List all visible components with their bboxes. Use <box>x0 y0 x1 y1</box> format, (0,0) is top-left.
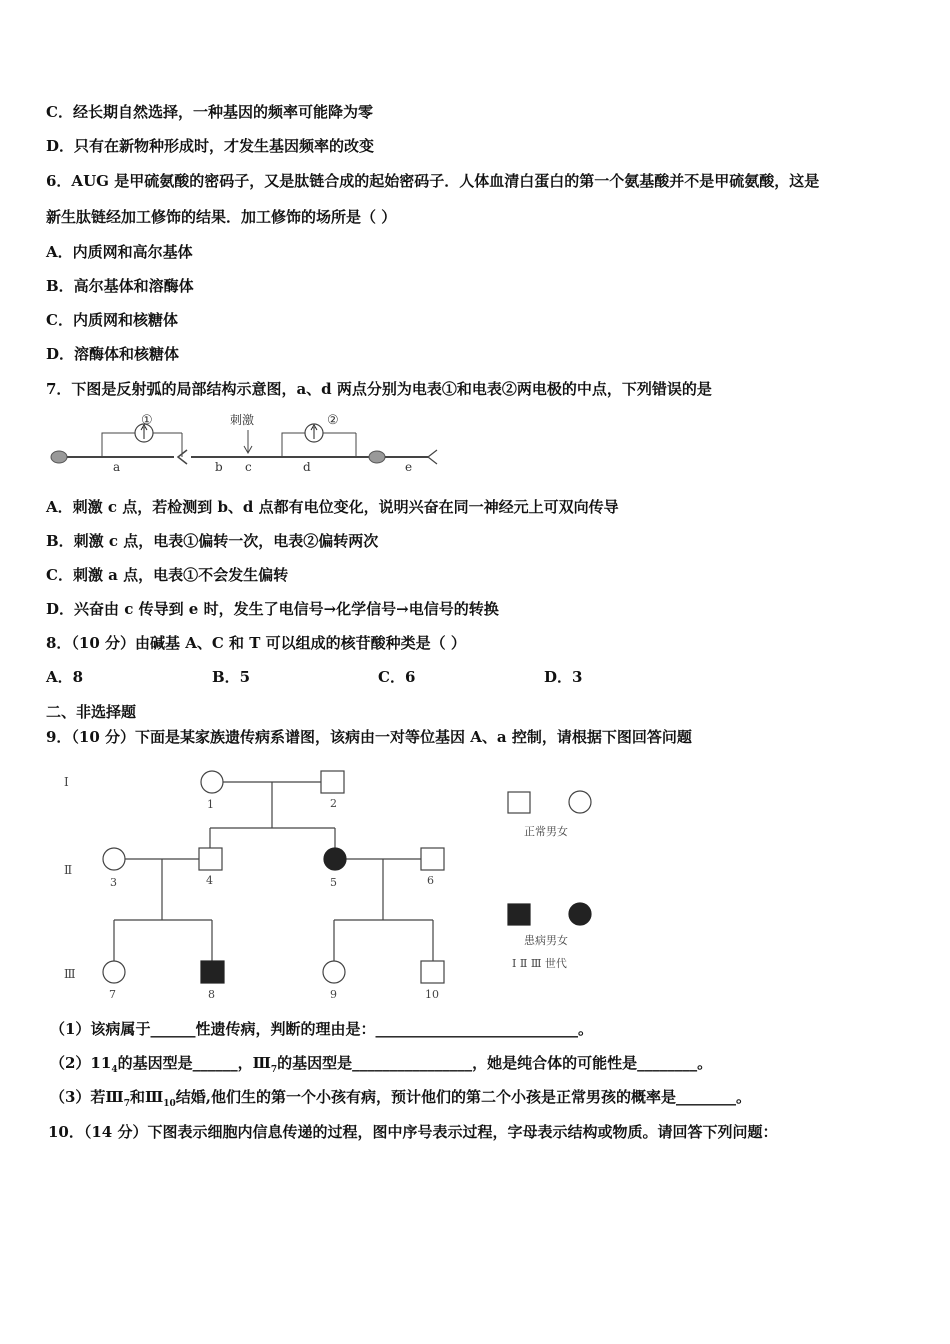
q7-option-a: A．刺激 c 点，若检测到 b、d 点都有电位变化，说明兴奋在同一神经元上可双向传导 <box>46 498 619 516</box>
individual-7-normal-female <box>103 961 125 983</box>
q8-stem: 8．（10 分）由碱基 A、C 和 T 可以组成的核苷酸种类是（ ） <box>46 634 466 652</box>
q9-sub2-subscript2: 7 <box>270 1065 278 1075</box>
pedigree-chart <box>50 760 630 1005</box>
q6-option-b: B．高尔基体和溶酶体 <box>46 277 194 295</box>
q8-option-d: D．3 <box>544 668 583 686</box>
individual-5-affected-female <box>324 848 346 870</box>
section-title: 二、非选择题 <box>46 703 137 721</box>
legend-affected-label: 患病男女 <box>524 934 568 947</box>
legend-normal-label: 正常男女 <box>524 825 568 838</box>
legend-normal-male-symbol <box>508 792 530 813</box>
neuron3-cell-body <box>369 451 385 463</box>
meter2-label: ② <box>327 413 339 428</box>
individual-2-normal-male <box>321 771 344 793</box>
individual-4-normal-male <box>199 848 222 870</box>
id-label-1: 1 <box>207 798 214 811</box>
stimulus-label: 刺激 <box>230 413 255 427</box>
legend-affected-male-symbol <box>508 904 530 925</box>
id-label-6: 6 <box>427 874 434 887</box>
point-d-label: d <box>303 460 311 474</box>
generation-2-label: Ⅱ <box>64 863 73 877</box>
q9-sub3-subscript2: 10 <box>163 1099 176 1109</box>
q5-option-d: D．只有在新物种形成时，才发生基因频率的改变 <box>46 137 375 155</box>
q9-sub3-part1: （3）若Ⅲ <box>50 1088 124 1106</box>
id-label-5: 5 <box>330 876 337 889</box>
q7-option-d: D．兴奋由 c 传导到 e 时，发生了电信号→化学信号→电信号的转换 <box>46 600 499 618</box>
generation-3-label: Ⅲ <box>64 967 76 981</box>
individual-9-normal-female <box>323 961 345 983</box>
legend-affected-female-symbol <box>569 903 591 925</box>
id-label-2: 2 <box>330 797 337 810</box>
q7-stem: 7．下图是反射弧的局部结构示意图，a、d 两点分别为电表①和电表②两电极的中点，下列错误的是 <box>46 380 712 398</box>
q9-sub2-subscript1: 4 <box>111 1065 118 1075</box>
meter1-label: ① <box>141 413 153 428</box>
legend-generations-label: Ⅰ Ⅱ Ⅲ 世代 <box>512 957 567 970</box>
q8-option-c: C．6 <box>378 668 416 686</box>
q9-sub2-part2: 的基因型是______，Ⅲ <box>117 1054 271 1072</box>
q9-sub3-part3: 结婚,他们生的第一个小孩有病，预计他们的第二个小孩是正常男孩的概率是________。 <box>175 1088 752 1106</box>
q9-sub3-part2: 和Ⅲ <box>129 1088 164 1106</box>
q6-stem-line2: 新生肽链经加工修饰的结果．加工修饰的场所是（ ） <box>46 208 397 226</box>
individual-8-affected-male <box>201 961 224 983</box>
individual-3-normal-female <box>103 848 125 870</box>
q8-option-b: B．5 <box>212 668 251 686</box>
legend-normal-female-symbol <box>569 791 591 813</box>
id-label-8: 8 <box>208 988 215 1001</box>
q8-options <box>46 667 710 687</box>
q9-stem: 9．（10 分）下面是某家族遗传病系谱图，该病由一对等位基因 A、a 控制，请根据下图回答问题 <box>46 728 692 746</box>
neuron3-terminal <box>428 450 437 464</box>
q10-stem: 10．（14 分）下图表示细胞内信息传递的过程，图中序号表示过程，字母表示结构或物质。请回答下列问题： <box>48 1123 778 1141</box>
generation-1-label: Ⅰ <box>64 775 69 789</box>
q9-sub3-subscript1: 7 <box>123 1099 130 1109</box>
q9-sub1: （1）该病属于______性遗传病，判断的理由是：___________________________。 <box>50 1020 593 1038</box>
neuron1-cell-body <box>51 451 67 463</box>
individual-10-normal-male <box>421 961 444 983</box>
id-label-3: 3 <box>110 876 117 889</box>
point-a-label: a <box>113 460 121 474</box>
individual-1-normal-female <box>201 771 223 793</box>
id-label-7: 7 <box>109 988 116 1001</box>
q9-sub3 <box>50 1087 751 1114</box>
q5-option-c: C．经长期自然选择，一种基因的频率可能降为零 <box>46 103 373 121</box>
q9-sub2-part3: 的基因型是________________，她是纯合体的可能性是________。 <box>277 1054 713 1072</box>
q9-sub2-part1: （2）11 <box>50 1054 112 1072</box>
id-label-4: 4 <box>206 874 213 887</box>
id-label-10: 10 <box>425 988 439 1001</box>
individual-6-normal-male <box>421 848 444 870</box>
point-b-label: b <box>215 460 223 474</box>
q6-option-d: D．溶酶体和核糖体 <box>46 345 180 363</box>
q9-sub2 <box>50 1053 712 1080</box>
q6-stem-line1: 6．AUG 是甲硫氨酸的密码子，又是肽链合成的起始密码子．人体血清白蛋白的第一个氨基酸并不是甲硫氨酸，这是 <box>46 172 820 190</box>
q6-option-a: A．内质网和高尔基体 <box>46 243 193 261</box>
q7-option-c: C．刺激 a 点，电表①不会发生偏转 <box>46 566 289 584</box>
q8-option-a: A．8 <box>46 668 84 686</box>
point-e-label: e <box>405 460 413 474</box>
id-label-9: 9 <box>330 988 337 1001</box>
reflex-arc-figure <box>44 408 444 478</box>
point-c-label: c <box>245 460 252 474</box>
q7-option-b: B．刺激 c 点，电表①偏转一次，电表②偏转两次 <box>46 532 379 550</box>
q6-option-c: C．内质网和核糖体 <box>46 311 178 329</box>
